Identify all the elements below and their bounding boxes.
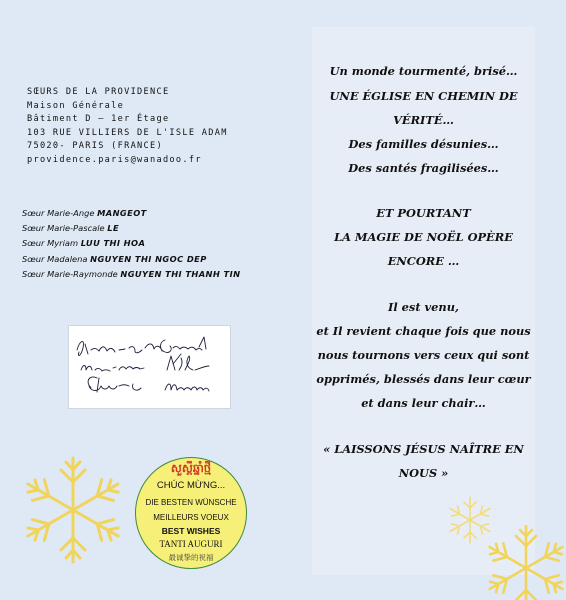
sister-title: Sœur Marie-Ange — [22, 208, 98, 218]
poem-line: opprimés, blessés dans leur cœur — [316, 372, 531, 386]
snowflake-icon — [18, 450, 128, 570]
greeting-vietnamese: CHÚC MỪNG... — [156, 480, 226, 491]
greeting-german: DIE BESTEN WÜNSCHE — [145, 498, 237, 507]
building-line: Bâtiment D – 1er Étage — [27, 114, 170, 125]
poem-line: ET POURTANT — [376, 206, 471, 220]
greeting-french: MEILLEURS VOEUX — [153, 513, 229, 522]
congregation-name: SŒURS DE LA PROVIDENCE — [27, 87, 170, 97]
greetings-badge — [135, 457, 247, 569]
sister-row — [22, 221, 240, 236]
sister-name: LUU THI HOA — [80, 238, 146, 249]
sisters-list — [22, 206, 240, 282]
handwritten-signatures — [69, 326, 230, 408]
poem-line: nous tournons vers ceux qui sont — [317, 348, 530, 362]
sister-row — [22, 236, 240, 251]
poem-line: UNE ÉGLISE EN CHEMIN DE — [329, 89, 518, 103]
poem-line: LA MAGIE DE NOËL OPÈRE — [334, 230, 513, 244]
sister-row — [22, 252, 240, 267]
poem-line: Des familles désunies… — [348, 137, 499, 151]
poem-line: « LAISSONS JÉSUS NAÎTRE EN — [323, 442, 524, 456]
poem-line: NOUS » — [398, 466, 449, 480]
sister-name: NGUYEN THI THANH TIN — [120, 268, 241, 279]
poem-line: Un monde tourmenté, brisé… — [329, 64, 518, 78]
sister-row — [22, 206, 240, 221]
large-snowflake-icon — [482, 520, 566, 600]
greeting-english: BEST WISHES — [161, 526, 221, 536]
poem-line: et Il revient chaque fois que nous — [316, 324, 531, 338]
city-line: 75020- PARIS (FRANCE) — [27, 141, 163, 152]
poem-line: et dans leur chair… — [361, 396, 486, 410]
sister-name: LE — [107, 223, 120, 234]
sister-title: Sœur Myriam — [22, 238, 81, 249]
poem-line: VÉRITÉ… — [393, 113, 454, 127]
sister-title: Sœur Marie-Pascale — [22, 223, 108, 234]
sister-name: MANGEOT — [97, 208, 147, 218]
address-block — [27, 86, 228, 168]
email-line: providence.paris@wanadoo.fr — [27, 154, 202, 165]
poem-line: Il est venu, — [388, 300, 459, 314]
signatures-image — [68, 325, 231, 409]
sister-name: NGUYEN THI NGOC DEP — [90, 253, 207, 264]
greeting-italian: TANTI AUGURI — [159, 539, 223, 549]
poem-line: ENCORE … — [387, 254, 460, 268]
sister-title: Sœur Madalena — [22, 253, 91, 264]
street-line: 103 RUE VILLIERS DE L'ISLE ADAM — [27, 127, 228, 138]
greeting-chinese: 最诚挚的祝福 — [168, 553, 214, 562]
sister-row — [22, 267, 240, 282]
greeting-khmer: សួស្ដីឆ្នាំថ្មី — [170, 461, 212, 475]
house-name: Maison Générale — [27, 100, 125, 111]
sister-title: Sœur Marie-Raymonde — [22, 268, 121, 279]
poem-line: Des santés fragilisées… — [348, 161, 499, 175]
